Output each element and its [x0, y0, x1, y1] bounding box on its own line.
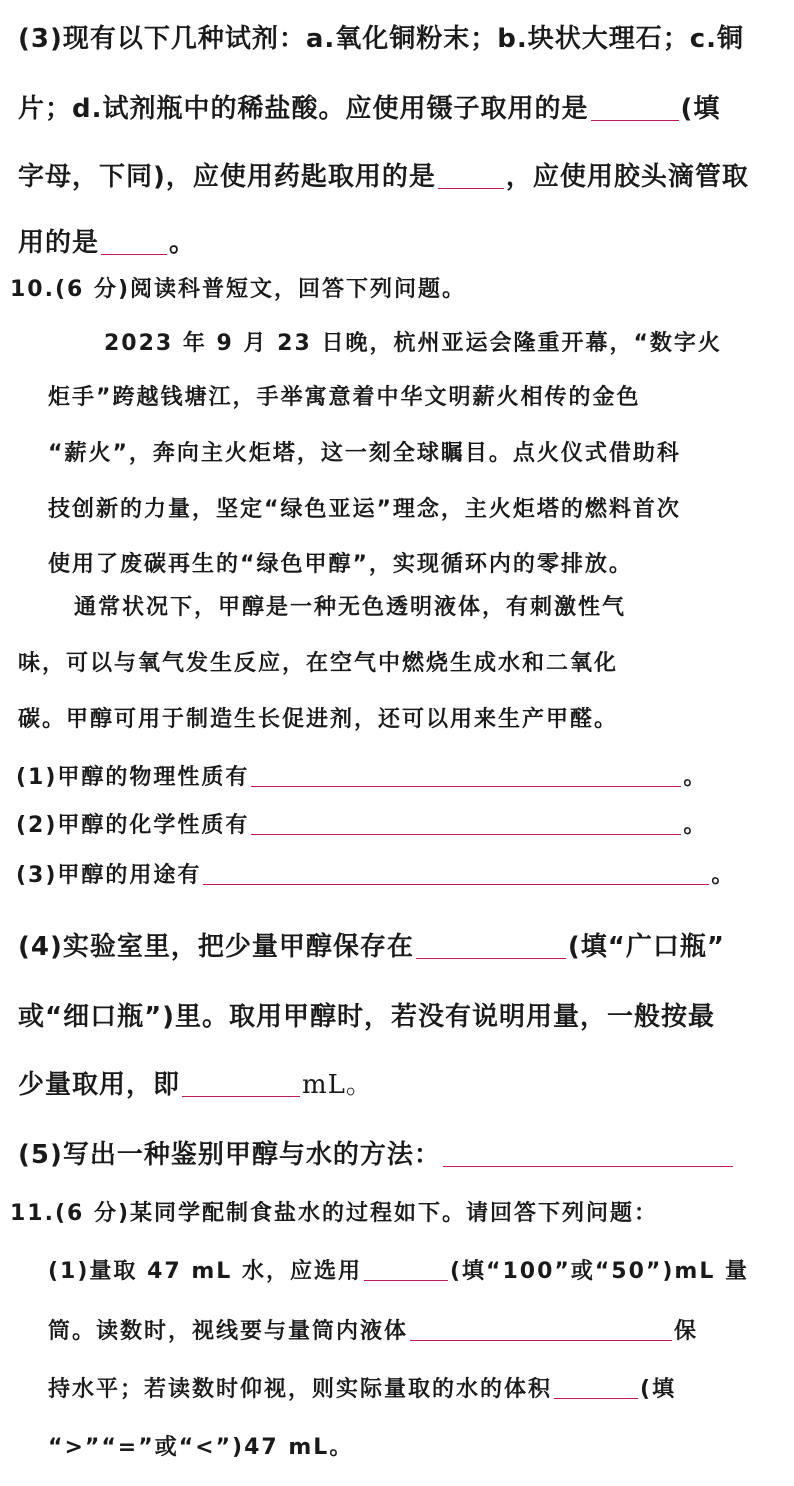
- q11-1-line1: [48, 1254, 749, 1285]
- q9-3-line1: [18, 18, 744, 55]
- q10-p2-line2: 味，可以与氧气发生反应，在空气中燃烧生成水和二氧化: [18, 651, 619, 676]
- q10-q5-line: [18, 1134, 735, 1171]
- q10-p1-line3: “薪火”，奔向主火炬塔，这一刻全球瞩目。点火仪式借助科: [48, 441, 681, 466]
- q9-3-text4b: 。: [169, 228, 197, 258]
- q9-3-line3: [18, 156, 749, 193]
- q11-1-text1b: (填“100”或“50”)mL 量: [449, 1259, 750, 1284]
- q10-q2-label: (2)甲醇的化学性质有: [16, 813, 250, 838]
- q10-p1-line5: 使用了废碳再生的“绿色甲醇”，实现循环内的零排放。: [48, 552, 633, 577]
- q9-3-text2a: 片；d.试剂瓶中的稀盐酸。应使用镊子取用的是: [18, 94, 589, 124]
- q11-1-text3a: 持水平；若读数时仰视，则实际量取的水的体积: [48, 1377, 553, 1402]
- q11-1-line2: [48, 1314, 698, 1345]
- answer-blank-spoon[interactable]: [438, 161, 504, 189]
- answer-blank-cylinder-size[interactable]: [364, 1257, 448, 1281]
- q9-3-text1: (3)现有以下几种试剂：a.氧化铜粉末；b.块状大理石；c.铜: [18, 24, 745, 54]
- q9-3-text2b: (填: [680, 94, 721, 124]
- q11-1-text2b: 保: [674, 1319, 699, 1344]
- q10-p1-line2: 炬手”跨越钱塘江，手举寓意着中华文明薪火相传的金色: [48, 385, 641, 410]
- q10-p1-line4: 技创新的力量，坚定“绿色亚运”理念，主火炬塔的燃料首次: [48, 497, 681, 522]
- q10-header: 10.(6 分)阅读科普短文，回答下列问题。: [10, 277, 467, 302]
- q10-p2-line3: 碳。甲醇可用于制造生长促进剂，还可以用来生产甲醛。: [18, 707, 619, 732]
- q10-q4-text1b: (填“广口瓶”: [567, 932, 725, 962]
- answer-blank-uses[interactable]: [203, 861, 709, 885]
- answer-blank-tweezers[interactable]: [591, 93, 679, 121]
- q10-q4-line2: 或“细口瓶”)里。取用甲醇时，若没有说明用量，一般按最: [18, 1002, 716, 1032]
- q10-q5-label: (5)写出一种鉴别甲醇与水的方法：: [18, 1140, 441, 1170]
- q10-q1-label: (1)甲醇的物理性质有: [16, 765, 250, 790]
- q10-p2-line1: 通常状况下，甲醇是一种无色透明液体，有刺激性气: [74, 595, 627, 620]
- answer-blank-bottle[interactable]: [416, 931, 566, 959]
- q10-q3-label: (3)甲醇的用途有: [16, 863, 202, 888]
- q11-header: 11.(6 分)某同学配制食盐水的过程如下。请回答下列问题：: [10, 1201, 659, 1226]
- q11-1-line4: “>”“=”或“<”)47 mL。: [48, 1435, 354, 1460]
- q10-q3-line: [16, 858, 735, 889]
- q10-q4-text3a: 少量取用，即: [18, 1070, 181, 1100]
- answer-blank-chemical-property[interactable]: [251, 811, 681, 835]
- answer-blank-compare[interactable]: [554, 1375, 638, 1399]
- q9-3-text3b: ，应使用胶头滴管取: [505, 162, 749, 192]
- answer-blank-volume[interactable]: [182, 1069, 300, 1097]
- q9-3-line4: [18, 222, 196, 259]
- q10-q1-end: 。: [683, 765, 708, 790]
- q10-p1-line1: 2023 年 9 月 23 日晚，杭州亚运会隆重开幕，“数字火: [104, 331, 722, 356]
- q11-1-text3b: (填: [640, 1377, 677, 1402]
- q10-q2-end: 。: [683, 813, 708, 838]
- q9-3-line2: [18, 88, 720, 125]
- q11-1-text1a: (1)量取 47 mL 水，应选用: [48, 1259, 362, 1284]
- q11-1-text2a: 筒。读数时，视线要与量筒内液体: [48, 1319, 409, 1344]
- q10-q2-line: [16, 808, 707, 839]
- q10-q4-line1: [18, 926, 725, 963]
- answer-blank-identify-method[interactable]: [443, 1139, 733, 1167]
- answer-blank-dropper[interactable]: [101, 227, 167, 255]
- q11-1-line3: [48, 1372, 676, 1403]
- q10-q3-end: 。: [711, 863, 736, 888]
- q10-q4-line3: [18, 1064, 373, 1101]
- answer-blank-liquid-level[interactable]: [410, 1317, 672, 1341]
- q9-3-text3a: 字母，下同)，应使用药匙取用的是: [18, 162, 436, 192]
- answer-blank-physical-property[interactable]: [251, 763, 681, 787]
- q9-3-text4a: 用的是: [18, 228, 100, 258]
- q10-q4-text1a: (4)实验室里，把少量甲醇保存在: [18, 932, 414, 962]
- q10-q1-line: [16, 760, 707, 791]
- q10-q4-unit: mL。: [302, 1070, 373, 1100]
